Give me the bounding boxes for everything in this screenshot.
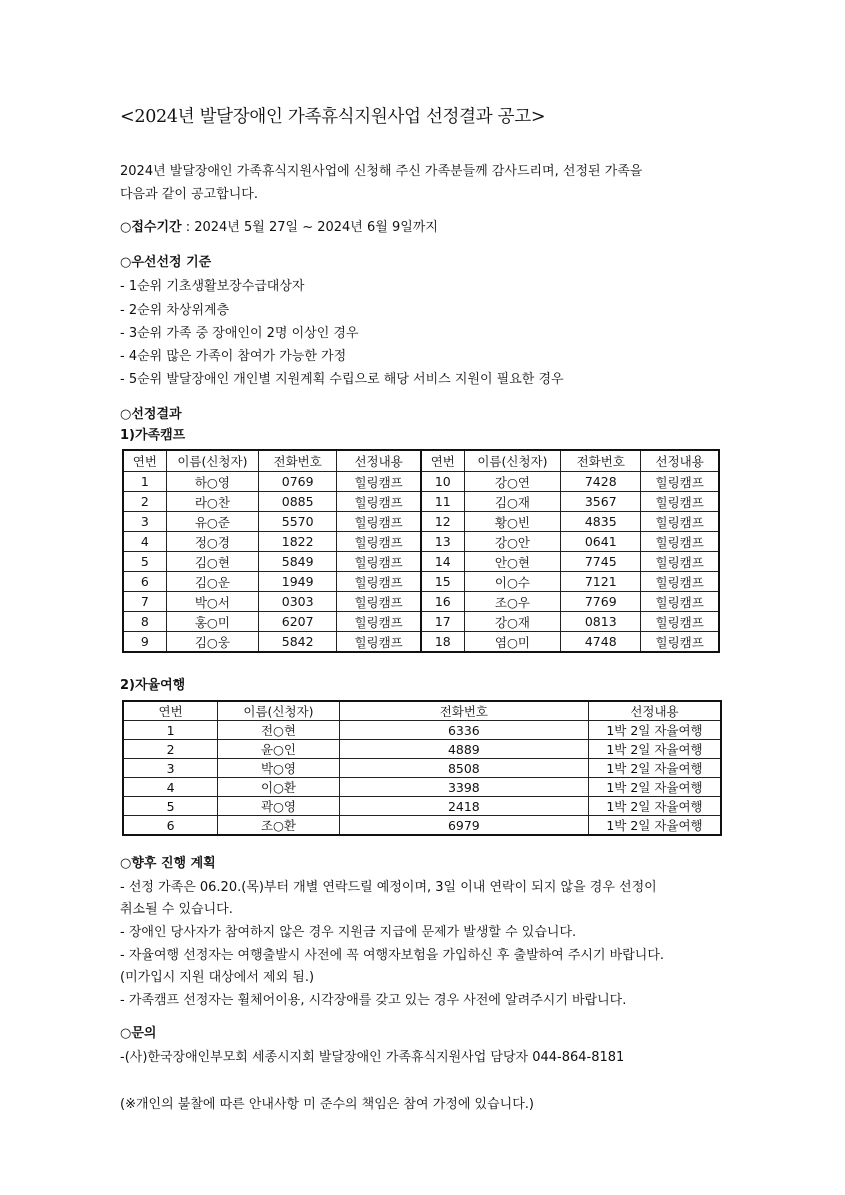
- table-cell: 0641: [561, 532, 641, 552]
- col-header: 선정내용: [641, 450, 719, 472]
- table-cell: 4748: [561, 632, 641, 653]
- responsibility-note: (※개인의 불찰에 따른 안내사항 미 준수의 책임은 참여 가정에 있습니다.): [120, 1097, 534, 1112]
- table-cell: 6: [123, 572, 166, 592]
- table-cell: 1박 2일 자율여행: [588, 759, 721, 778]
- table-cell: 힐링캠프: [337, 472, 421, 492]
- table-cell: 7121: [561, 572, 641, 592]
- table-cell: 8: [123, 612, 166, 632]
- camp-results-table: [122, 449, 720, 653]
- table-row: [123, 778, 721, 797]
- table-cell: 홍○미: [166, 612, 258, 632]
- table-cell: 전○현: [218, 721, 340, 740]
- trip-results-table: [122, 700, 722, 836]
- col-header: 연번: [123, 450, 166, 472]
- table-cell: 6207: [259, 612, 337, 632]
- plan-line: - 자율여행 선정자는 여행출발시 사전에 꼭 여행자보험을 가입하신 후 출발하여 주시기 바랍니다.: [120, 948, 665, 963]
- table-row: [123, 816, 721, 836]
- table-cell: 1822: [259, 532, 337, 552]
- col-header: 선정내용: [588, 701, 721, 721]
- table-cell: 안○현: [464, 552, 561, 572]
- table-cell: 힐링캠프: [641, 492, 719, 512]
- priority-item: - 5순위 발달장애인 개인별 지원계획 수립으로 해당 서비스 지원이 필요한 경우: [120, 372, 564, 387]
- table-cell: 힐링캠프: [641, 532, 719, 552]
- table-row: [123, 612, 719, 632]
- priority-item: - 4순위 많은 가족이 참여가 가능한 가정: [120, 349, 347, 364]
- table-row: [123, 797, 721, 816]
- table-cell: 김○웅: [166, 632, 258, 653]
- table-cell: 13: [421, 532, 464, 552]
- table-cell: 5: [123, 552, 166, 572]
- plan-heading: ○향후 진행 계획: [120, 856, 216, 871]
- table-cell: 힐링캠프: [337, 512, 421, 532]
- table-cell: 정○경: [166, 532, 258, 552]
- table-cell: 박○서: [166, 592, 258, 612]
- table-cell: 박○영: [218, 759, 340, 778]
- table-cell: 6: [123, 816, 218, 836]
- table-cell: 김○현: [166, 552, 258, 572]
- priority-item: - 1순위 기초생활보장수급대상자: [120, 279, 305, 294]
- table-cell: 3: [123, 759, 218, 778]
- table-cell: 힐링캠프: [337, 532, 421, 552]
- table-cell: 14: [421, 552, 464, 572]
- table-cell: 윤○인: [218, 740, 340, 759]
- table-cell: 힐링캠프: [337, 612, 421, 632]
- period-value: : 2024년 5월 27일 ~ 2024년 6월 9일까지: [181, 220, 438, 235]
- table-row: [123, 572, 719, 592]
- table-cell: 라○찬: [166, 492, 258, 512]
- intro-line-1: 2024년 발달장애인 가족휴식지원사업에 신청해 주신 가족분들께 감사드리며, 선정된 가족을: [120, 164, 643, 179]
- table-row: [123, 632, 719, 653]
- table-cell: 강○재: [464, 612, 561, 632]
- table-cell: 염○미: [464, 632, 561, 653]
- table-row: [123, 472, 719, 492]
- table-cell: 10: [421, 472, 464, 492]
- intro-line-2: 다음과 같이 공고합니다.: [120, 187, 258, 202]
- page-title: <2024년 발달장애인 가족휴식지원사업 선정결과 공고>: [120, 107, 546, 127]
- table-row: [123, 721, 721, 740]
- table-cell: 1박 2일 자율여행: [588, 816, 721, 836]
- table-cell: 조○환: [218, 816, 340, 836]
- camp-header-row: [123, 450, 719, 472]
- table-cell: 2: [123, 740, 218, 759]
- table-row: [123, 740, 721, 759]
- col-header: 전화번호: [339, 701, 588, 721]
- trip-header-row: [123, 701, 721, 721]
- table-cell: 1박 2일 자율여행: [588, 721, 721, 740]
- table-cell: 7: [123, 592, 166, 612]
- table-row: [123, 512, 719, 532]
- table-cell: 1박 2일 자율여행: [588, 797, 721, 816]
- table-cell: 0769: [259, 472, 337, 492]
- col-header: 전화번호: [259, 450, 337, 472]
- table-cell: 1949: [259, 572, 337, 592]
- table-cell: 16: [421, 592, 464, 612]
- table-cell: 17: [421, 612, 464, 632]
- table-cell: 8508: [339, 759, 588, 778]
- contact-line: -(사)한국장애인부모회 세종시지회 발달장애인 가족휴식지원사업 담당자 044-864-8181: [120, 1050, 625, 1065]
- table-row: [123, 532, 719, 552]
- table-cell: 김○운: [166, 572, 258, 592]
- table-cell: 곽○영: [218, 797, 340, 816]
- trip-table-body: [123, 721, 721, 836]
- period-label: ○접수기간: [120, 220, 182, 235]
- table-cell: 18: [421, 632, 464, 653]
- col-header: 선정내용: [337, 450, 421, 472]
- table-cell: 힐링캠프: [641, 592, 719, 612]
- table-cell: 힐링캠프: [641, 552, 719, 572]
- table-cell: 4: [123, 532, 166, 552]
- table-row: [123, 592, 719, 612]
- table-cell: 0885: [259, 492, 337, 512]
- table-cell: 3398: [339, 778, 588, 797]
- plan-line: (미가입시 지원 대상에서 제외 됨.): [120, 970, 315, 985]
- table-cell: 강○안: [464, 532, 561, 552]
- table-cell: 힐링캠프: [641, 472, 719, 492]
- col-header: 이름(신청자): [218, 701, 340, 721]
- table-cell: 조○우: [464, 592, 561, 612]
- table-cell: 5: [123, 797, 218, 816]
- priority-heading: ○우선선정 기준: [120, 255, 212, 270]
- table-cell: 4889: [339, 740, 588, 759]
- table-cell: 1: [123, 472, 166, 492]
- plan-line: 취소될 수 있습니다.: [120, 902, 233, 917]
- table-cell: 5842: [259, 632, 337, 653]
- results-heading: ○선정결과: [120, 407, 182, 422]
- table-row: [123, 759, 721, 778]
- table-cell: 5849: [259, 552, 337, 572]
- table-cell: 7428: [561, 472, 641, 492]
- table-cell: 2: [123, 492, 166, 512]
- table-cell: 4: [123, 778, 218, 797]
- table-cell: 1: [123, 721, 218, 740]
- col-header: 이름(신청자): [166, 450, 258, 472]
- table-cell: 이○환: [218, 778, 340, 797]
- table-cell: 4835: [561, 512, 641, 532]
- table-cell: 힐링캠프: [337, 632, 421, 653]
- table-cell: 힐링캠프: [337, 492, 421, 512]
- table-cell: 3567: [561, 492, 641, 512]
- table-cell: 힐링캠프: [641, 612, 719, 632]
- table-cell: 11: [421, 492, 464, 512]
- table-cell: 강○연: [464, 472, 561, 492]
- table-cell: 힐링캠프: [641, 512, 719, 532]
- col-header: 이름(신청자): [464, 450, 561, 472]
- table-cell: 0813: [561, 612, 641, 632]
- table-cell: 힐링캠프: [641, 572, 719, 592]
- table-row: [123, 492, 719, 512]
- plan-line: - 장애인 당사자가 참여하지 않은 경우 지원금 지급에 문제가 발생할 수 있습니다.: [120, 925, 577, 940]
- plan-line: - 선정 가족은 06.20.(목)부터 개별 연락드릴 예정이며, 3일 이내 연락이 되지 않을 경우 선정이: [120, 880, 657, 895]
- contact-heading: ○문의: [120, 1026, 157, 1041]
- application-period: [120, 216, 438, 235]
- table-cell: 0303: [259, 592, 337, 612]
- table-cell: 황○빈: [464, 512, 561, 532]
- table-cell: 힐링캠프: [337, 552, 421, 572]
- col-header: 연번: [421, 450, 464, 472]
- table-cell: 3: [123, 512, 166, 532]
- plan-line: - 가족캠프 선정자는 휠체어이용, 시각장애를 갖고 있는 경우 사전에 알려주시기 바랍니다.: [120, 993, 627, 1008]
- table-cell: 15: [421, 572, 464, 592]
- table-cell: 김○재: [464, 492, 561, 512]
- table-cell: 12: [421, 512, 464, 532]
- table-cell: 유○준: [166, 512, 258, 532]
- camp-table-body: [123, 472, 719, 653]
- table-cell: 1박 2일 자율여행: [588, 778, 721, 797]
- trip-heading: 2)자율여행: [120, 678, 186, 693]
- table-cell: 7769: [561, 592, 641, 612]
- table-cell: 힐링캠프: [337, 592, 421, 612]
- table-row: [123, 552, 719, 572]
- table-cell: 6336: [339, 721, 588, 740]
- priority-item: - 3순위 가족 중 장애인이 2명 이상인 경우: [120, 326, 359, 341]
- col-header: 연번: [123, 701, 218, 721]
- table-cell: 2418: [339, 797, 588, 816]
- table-cell: 5570: [259, 512, 337, 532]
- table-cell: 하○영: [166, 472, 258, 492]
- col-header: 전화번호: [561, 450, 641, 472]
- table-cell: 7745: [561, 552, 641, 572]
- table-cell: 6979: [339, 816, 588, 836]
- table-cell: 9: [123, 632, 166, 653]
- table-cell: 힐링캠프: [641, 632, 719, 653]
- camp-heading: 1)가족캠프: [120, 428, 186, 443]
- table-cell: 이○수: [464, 572, 561, 592]
- priority-item: - 2순위 차상위계층: [120, 303, 230, 318]
- table-cell: 힐링캠프: [337, 572, 421, 592]
- table-cell: 1박 2일 자율여행: [588, 740, 721, 759]
